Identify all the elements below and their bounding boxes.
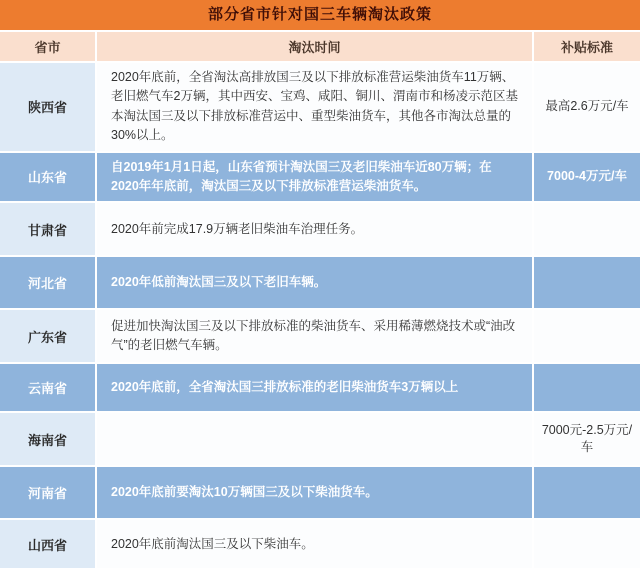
table-row: [0, 203, 640, 255]
province-cell: 甘肃省: [0, 203, 95, 255]
province-cell: 山西省: [0, 520, 95, 568]
table-row: [0, 413, 640, 465]
province-cell: 陕西省: [0, 63, 95, 151]
subsidy-cell: [534, 364, 640, 411]
province-cell: 云南省: [0, 364, 95, 411]
time-cell: 自2019年1月1日起，山东省预计淘汰国三及老旧柴油车近80万辆；在2020年年底前，淘汰国三及以下排放标准营运柴油货车。: [97, 153, 532, 202]
province-cell: 山东省: [0, 153, 95, 202]
time-cell: 2020年底前，全省淘汰国三排放标准的老旧柴油货车3万辆以上: [97, 364, 532, 411]
table-row: [0, 63, 640, 151]
time-cell: 促进加快淘汰国三及以下排放标准的柴油货车、采用稀薄燃烧技术或“油改气”的老旧燃气车辆。: [97, 310, 532, 362]
province-cell: 海南省: [0, 413, 95, 465]
header-cell-subsidy: 补贴标准: [534, 32, 640, 61]
time-cell: [97, 413, 532, 465]
header-cell-time: 淘汰时间: [97, 32, 532, 61]
province-cell: 广东省: [0, 310, 95, 362]
header-row: [0, 32, 640, 61]
table-row: [0, 364, 640, 411]
table-row: [0, 257, 640, 308]
subsidy-cell: 7000元-2.5万元/车: [534, 413, 640, 465]
subsidy-cell: [534, 520, 640, 568]
province-cell: 河北省: [0, 257, 95, 308]
subsidy-cell: [534, 203, 640, 255]
subsidy-cell: 7000-4万元/车: [534, 153, 640, 202]
time-cell: 2020年前完成17.9万辆老旧柴油车治理任务。: [97, 203, 532, 255]
table-row: [0, 520, 640, 568]
table-row: [0, 153, 640, 202]
table-title: 部分省市针对国三车辆淘汰政策: [0, 0, 640, 30]
subsidy-cell: 最高2.6万元/车: [534, 63, 640, 151]
subsidy-cell: [534, 467, 640, 518]
table-row: [0, 310, 640, 362]
time-cell: 2020年底前要淘汰10万辆国三及以下柴油货车。: [97, 467, 532, 518]
time-cell: 2020年底前淘汰国三及以下柴油车。: [97, 520, 532, 568]
time-cell: 2020年底前，全省淘汰高排放国三及以下排放标准营运柴油货车11万辆、老旧燃气车2万辆，其中西安、宝鸡、咸阳、铜川、渭南市和杨凌示范区基本淘汰国三及以下排放标准营运中、重型柴油货车，其他各市淘汰总量的30%以上。: [97, 63, 532, 151]
province-cell: 河南省: [0, 467, 95, 518]
subsidy-cell: [534, 310, 640, 362]
subsidy-cell: [534, 257, 640, 308]
header-cell-province: 省市: [0, 32, 95, 61]
time-cell: 2020年低前淘汰国三及以下老旧车辆。: [97, 257, 532, 308]
table-row: [0, 467, 640, 518]
